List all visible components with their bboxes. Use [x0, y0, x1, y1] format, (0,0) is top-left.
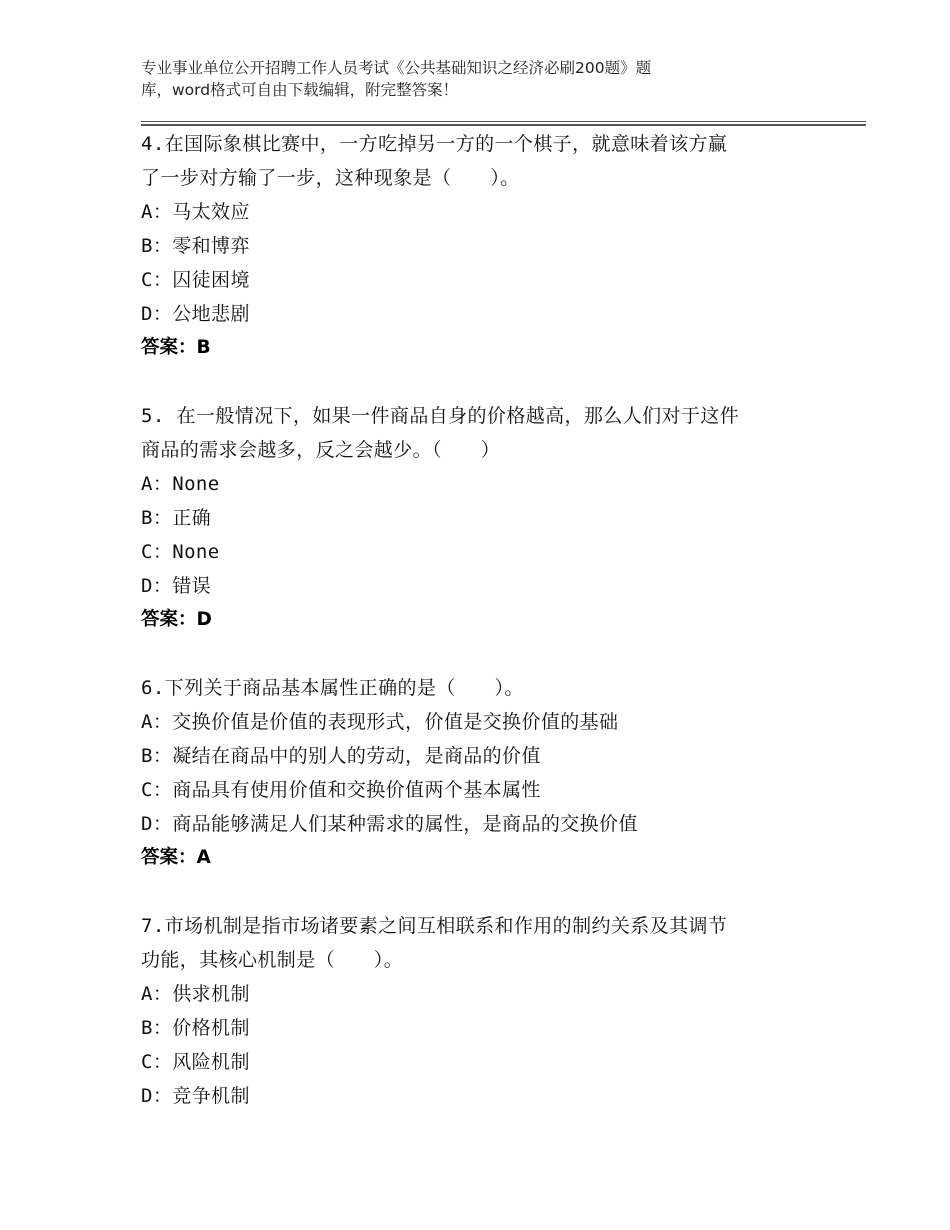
question-stem: 6.下列关于商品基本属性正确的是（ ）。: [141, 677, 524, 699]
option-a: A：交换价值是价值的表现形式，价值是交换价值的基础: [141, 711, 619, 733]
option-c: C：囚徒困境: [141, 269, 250, 291]
header-title-line-2: 库，word格式可自由下载编辑，附完整答案！: [141, 81, 459, 99]
answer-key: 答案：A: [141, 847, 211, 868]
header-divider: [141, 121, 866, 126]
question-7: [141, 909, 841, 1113]
option-d: D：错误: [141, 575, 212, 597]
question-5: [141, 399, 841, 637]
option-b: B：价格机制: [141, 1017, 250, 1039]
question-stem: 功能，其核心机制是（ ）。: [141, 949, 404, 971]
option-d: D：公地悲剧: [141, 303, 250, 325]
answer-key: 答案：B: [141, 337, 211, 358]
option-b: B：正确: [141, 507, 212, 529]
question-stem: 5. 在一般情况下，如果一件商品自身的价格越高，那么人们对于这件: [141, 405, 740, 427]
option-c: C：None: [141, 541, 220, 563]
question-stem: 商品的需求会越多，反之会越少。（ ）: [141, 439, 501, 461]
question-list: [141, 127, 841, 1147]
header-title-line-1: 专业事业单位公开招聘工作人员考试《公共基础知识之经济必刷200题》题: [141, 59, 652, 77]
answer-key: 答案：D: [141, 609, 212, 630]
question-4: [141, 127, 841, 365]
option-a: A：None: [141, 473, 220, 495]
option-a: A：马太效应: [141, 201, 250, 223]
question-6: [141, 671, 841, 875]
question-stem: 7.市场机制是指市场诸要素之间互相联系和作用的制约关系及其调节: [141, 915, 728, 937]
document-header: [141, 57, 781, 101]
option-d: D：竞争机制: [141, 1085, 250, 1107]
option-c: C：风险机制: [141, 1051, 250, 1073]
option-d: D：商品能够满足人们某种需求的属性，是商品的交换价值: [141, 813, 638, 835]
question-stem: 了一步对方输了一步，这种现象是（ ）。: [141, 167, 520, 189]
question-stem: 4.在国际象棋比赛中，一方吃掉另一方的一个棋子，就意味着该方赢: [141, 133, 728, 155]
option-b: B：凝结在商品中的别人的劳动，是商品的价值: [141, 745, 541, 767]
option-a: A：供求机制: [141, 983, 250, 1005]
option-c: C：商品具有使用价值和交换价值两个基本属性: [141, 779, 541, 801]
option-b: B：零和博弈: [141, 235, 250, 257]
